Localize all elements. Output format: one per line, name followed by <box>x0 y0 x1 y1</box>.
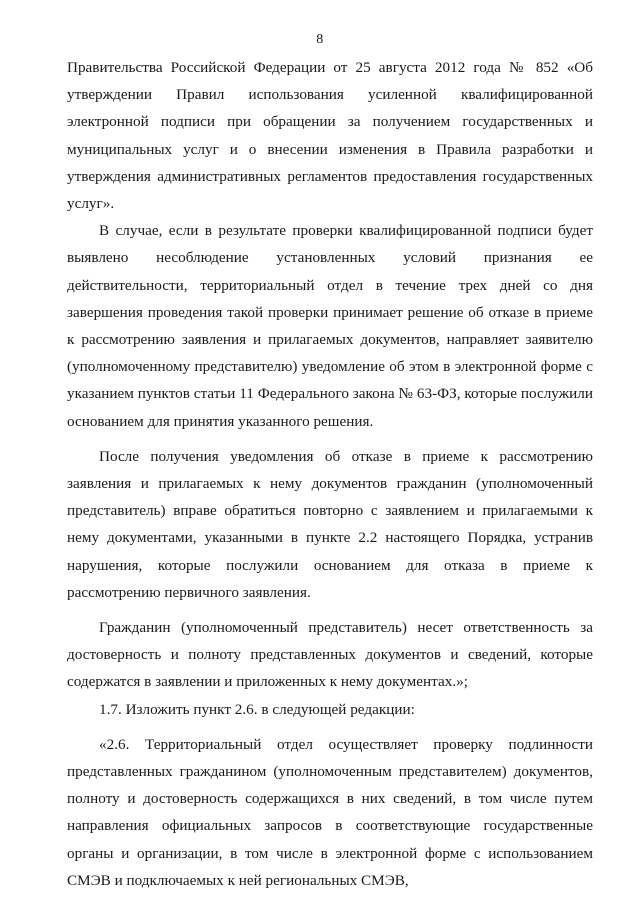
paragraph-signature-check: В случае, если в результате проверки квалифицированной подписи будет выявлено несоблюдение установленных условий признания ее действительности, территориальный отдел в течение трех дней со дня завершения проведения такой проверки принимает решение об отказе в приеме к рассмотрению заявления и прилагаемых документов, направляет заявителю (уполномоченному представителю) уведомление об этом в электронной форме с указанием пунктов статьи 11 Федерального закона № 63-ФЗ, которые послужили основанием для принятия указанного решения. <box>67 222 593 430</box>
document-body <box>67 54 593 894</box>
paragraph-resubmission: После получения уведомления об отказе в приеме к рассмотрению заявления и прилагаемых к нему документов гражданин (уполномоченный представитель) вправе обратиться повторно с заявлением и прилагаемыми к нему документами, указанными в пункте 2.2 настоящего Порядка, устранив нарушения, которые послужили основанием для отказа в приеме к рассмотрению первичного заявления. <box>67 447 593 601</box>
paragraph-amendment-1-7: 1.7. Изложить пункт 2.6. в следующей редакции: <box>99 700 415 718</box>
paragraph-responsibility: Гражданин (уполномоченный представитель) несет ответственность за достоверность и полноту представленных документов и сведений, которые содержатся в заявлении и приложенных к нему документах.»; <box>67 619 593 691</box>
paragraph-clause-2-6: «2.6. Территориальный отдел осуществляет проверку подлинности представленных гражданином (уполномоченным представителем) документов, полноту и достоверность содержащихся в них сведений, в том числе путем направления официальных запросов в соответствующие государственные органы и организации, в том числе в электронной форме с использованием СМЭВ и подключаемых к ней региональных СМЭВ, <box>67 735 593 889</box>
paragraph-continuation: Правительства Российской Федерации от 25 августа 2012 года № 852 «Об утверждении Правил использования усиленной квалифицированной электронной подписи при обращении за получением государственных и муниципальных услуг и о внесении изменения в Правила разработки и утверждения административных регламентов предоставления государственных услуг». <box>67 59 593 213</box>
page-number: 8 <box>316 32 324 47</box>
